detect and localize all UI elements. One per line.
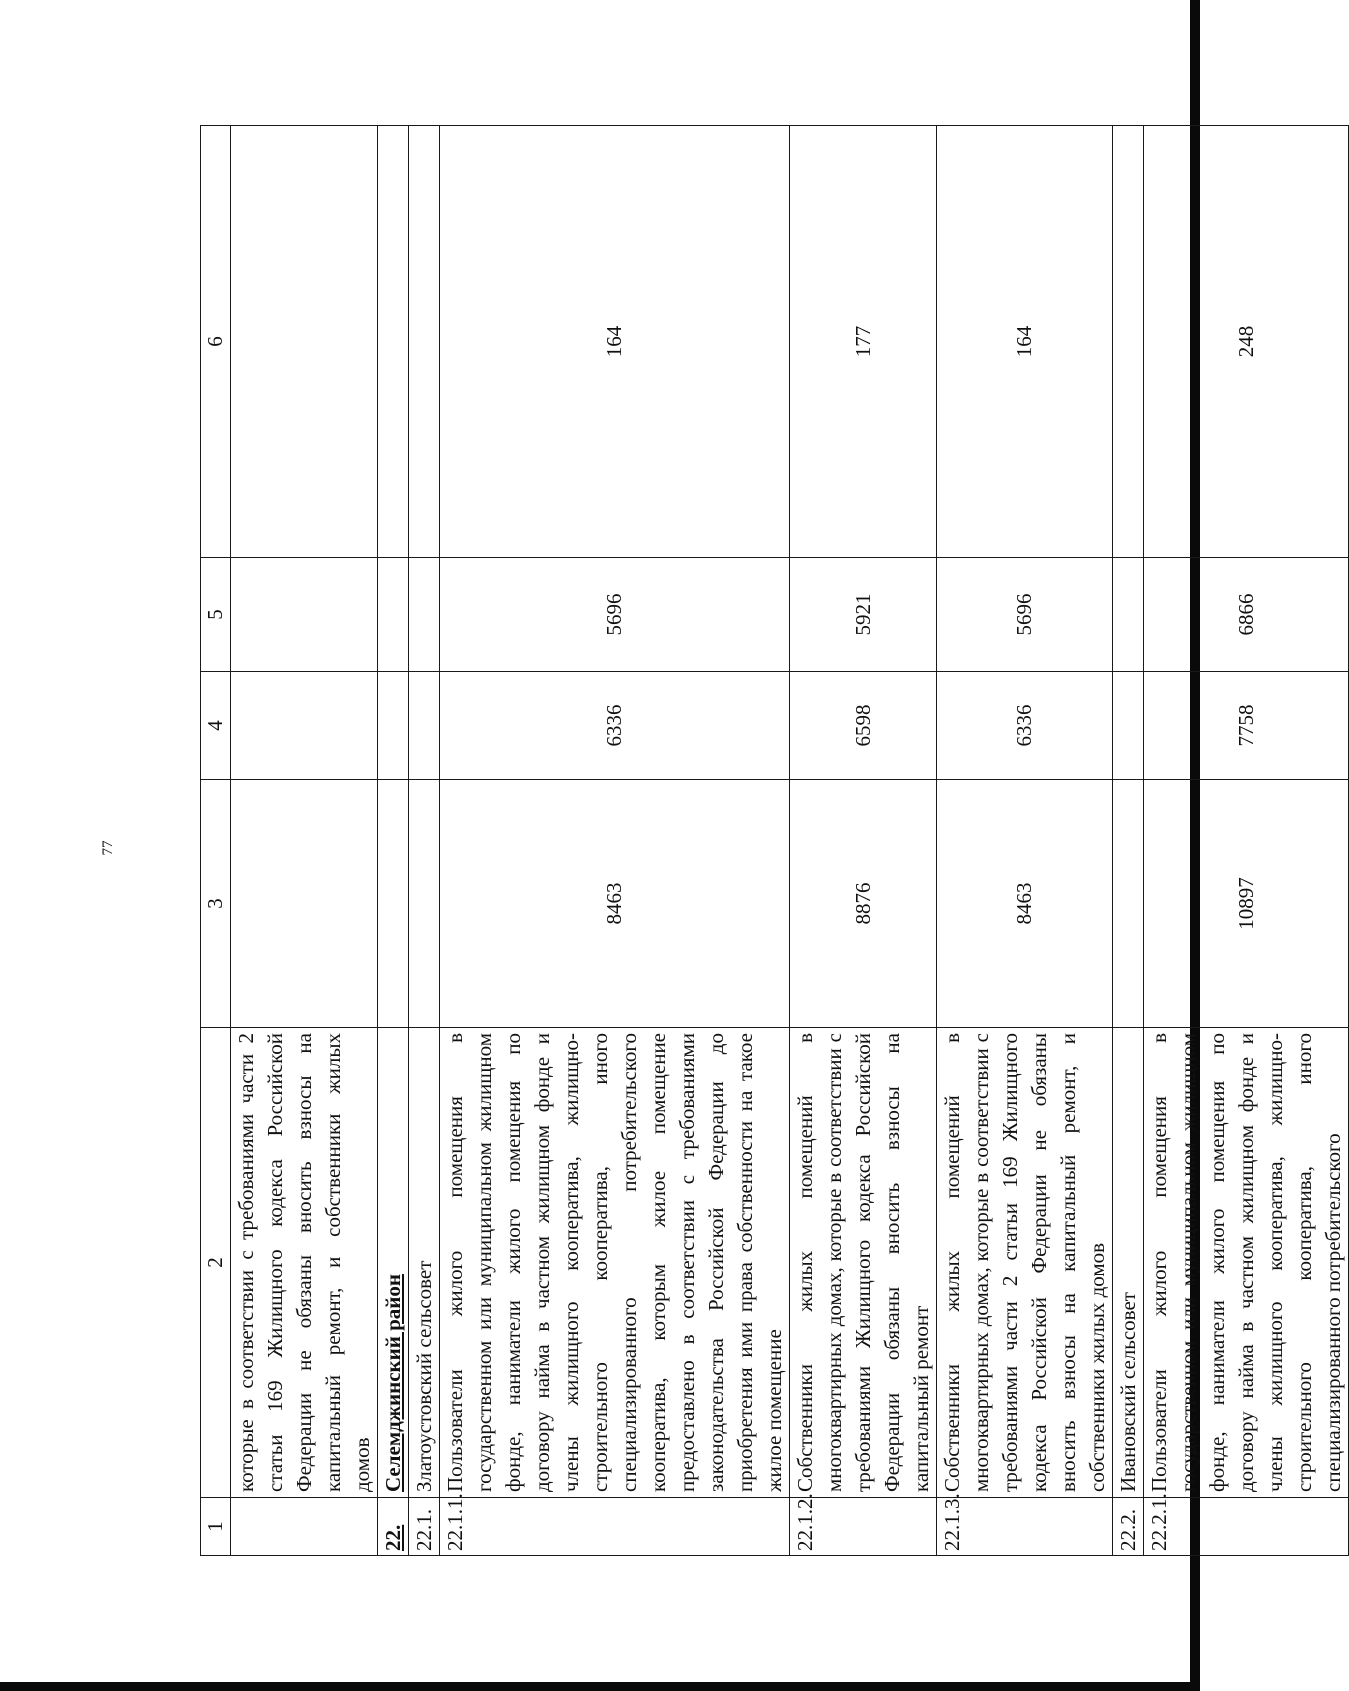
cell-col6: 164 bbox=[440, 126, 790, 558]
rotated-table-page bbox=[200, 126, 1345, 1556]
column-header-4: 4 bbox=[201, 672, 231, 780]
cell-col5: 5696 bbox=[937, 558, 1113, 672]
row-description: Пользователи жилого помещения в государственном или муниципальном жилищном фонде, наниматели жилого помещения по договору найма в частном жилищном фонде и члены жилищного кооператива, жилищно-строительного кооператива, иного специализированного потребительского кооператива, которым жилое помещение предоставлено в соответствии с требованиями законодательства Российской Федерации до приобретения ими права собственности на такое жилое помещение bbox=[440, 1028, 790, 1498]
row-code: 22.1.2. bbox=[790, 1498, 937, 1556]
cell-col3: 8463 bbox=[937, 780, 1113, 1028]
cell-col6: 177 bbox=[790, 126, 937, 558]
cell-col5 bbox=[409, 558, 440, 672]
row-description: Ивановский сельсовет bbox=[1113, 1028, 1144, 1498]
cell-col6 bbox=[409, 126, 440, 558]
cell-col3 bbox=[378, 780, 409, 1028]
cell-col6 bbox=[378, 126, 409, 558]
row-code bbox=[231, 1498, 378, 1556]
cell-col3: 8876 bbox=[790, 780, 937, 1028]
page-number: 77 bbox=[100, 840, 116, 856]
row-description: Собственники жилых помещений в многоквартирных домах, которые в соответствии с требованиями Жилищного кодекса Российской Федерации обязаны вносить взносы на капитальный ремонт bbox=[790, 1028, 937, 1498]
row-description: Пользователи жилого помещения в государственном или муниципальном жилищном фонде, наниматели жилого помещения по договору найма в частном жилищном фонде и члены жилищного кооператива, жилищно-строительного кооператива, иного специализированного потребительского bbox=[1144, 1028, 1349, 1498]
cell-col4 bbox=[409, 672, 440, 780]
cell-col3 bbox=[409, 780, 440, 1028]
row-code: 22. bbox=[378, 1498, 409, 1556]
cell-col3 bbox=[1113, 780, 1144, 1028]
cell-col5: 5921 bbox=[790, 558, 937, 672]
cell-col6: 164 bbox=[937, 126, 1113, 558]
table-row bbox=[790, 126, 937, 1556]
cell-col5 bbox=[378, 558, 409, 672]
table-row bbox=[378, 126, 409, 1556]
cell-col4 bbox=[1113, 672, 1144, 780]
row-description: Златоустовский сельсовет bbox=[409, 1028, 440, 1498]
cell-col5: 6866 bbox=[1144, 558, 1349, 672]
tariff-table bbox=[200, 125, 1349, 1556]
scan-border-bottom bbox=[0, 1682, 1200, 1691]
cell-col3: 8463 bbox=[440, 780, 790, 1028]
cell-col5 bbox=[1113, 558, 1144, 672]
cell-col3 bbox=[231, 780, 378, 1028]
row-description: Собственники жилых помещений в многоквартирных домах, которые в соответствии с требованиями части 2 статьи 169 Жилищного кодекса Российской Федерации не обязаны вносить взносы на капитальный ремонт, и собственники жилых домов bbox=[937, 1028, 1113, 1498]
cell-col3: 10897 bbox=[1144, 780, 1349, 1028]
cell-col4 bbox=[378, 672, 409, 780]
row-code: 22.2.1. bbox=[1144, 1498, 1349, 1556]
table-row bbox=[1144, 126, 1349, 1556]
cell-col4: 6336 bbox=[937, 672, 1113, 780]
column-header-3: 3 bbox=[201, 780, 231, 1028]
cell-col4: 6336 bbox=[440, 672, 790, 780]
cell-col4 bbox=[231, 672, 378, 780]
table-row bbox=[937, 126, 1113, 1556]
cell-col4: 7758 bbox=[1144, 672, 1349, 780]
cell-col6 bbox=[231, 126, 378, 558]
cell-col5: 5696 bbox=[440, 558, 790, 672]
table-header-row bbox=[201, 126, 231, 1556]
row-description: которые в соответствии с требованиями части 2 статьи 169 Жилищного кодекса Российской Федерации не обязаны вносить взносы на капитальный ремонт, и собственники жилых домов bbox=[231, 1028, 378, 1498]
table-row bbox=[409, 126, 440, 1556]
row-code: 22.1.1. bbox=[440, 1498, 790, 1556]
cell-col5 bbox=[231, 558, 378, 672]
row-code: 22.1. bbox=[409, 1498, 440, 1556]
cell-col6 bbox=[1113, 126, 1144, 558]
table-row bbox=[1113, 126, 1144, 1556]
row-code: 22.1.3. bbox=[937, 1498, 1113, 1556]
column-header-6: 6 bbox=[201, 126, 231, 558]
column-header-2: 2 bbox=[201, 1028, 231, 1498]
cell-col4: 6598 bbox=[790, 672, 937, 780]
table-row bbox=[231, 126, 378, 1556]
cell-col6: 248 bbox=[1144, 126, 1349, 558]
column-header-1: 1 bbox=[201, 1498, 231, 1556]
column-header-5: 5 bbox=[201, 558, 231, 672]
district-heading: Селемджинский район bbox=[378, 1028, 409, 1498]
table-row bbox=[440, 126, 790, 1556]
row-code: 22.2. bbox=[1113, 1498, 1144, 1556]
